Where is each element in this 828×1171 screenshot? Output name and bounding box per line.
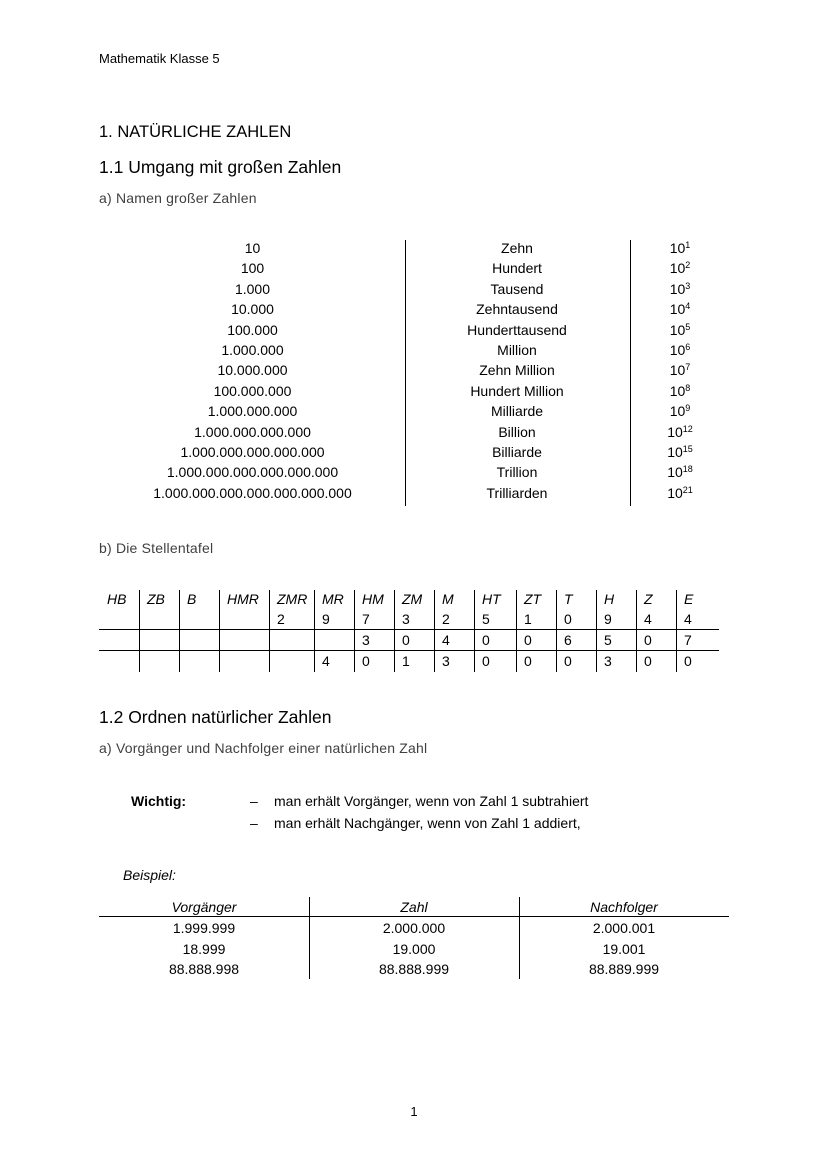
example-cell: 2.000.000 [382,920,446,936]
place-header: ZB [147,591,165,607]
number-name: Zehn Million [479,362,555,379]
power-exponent: 2 [685,260,691,271]
important-text: man erhält Vorgänger, wenn von Zahl 1 subtrahiert [274,793,589,809]
number-value: 1.000.000.000.000.000.000 [166,464,339,481]
number-name: Zehntausend [476,301,558,318]
power-base: 10 [667,444,683,460]
number-name-row [135,240,715,260]
place-digit: 3 [442,653,450,669]
number-name-row [135,383,715,403]
number-value: 100 [240,260,265,277]
power-base: 10 [669,362,686,379]
place-digit: 4 [684,611,692,627]
power-of-ten [635,485,725,501]
power-exponent: 15 [682,444,693,454]
number-value: 1.000.000.000.000.000 [180,444,325,460]
place-header: E [684,591,694,607]
number-name: Hundert [492,260,542,277]
example-table [99,897,729,979]
number-name-row [135,424,715,444]
place-digit: 1 [402,653,410,669]
place-header: ZT [524,591,542,607]
row-line [99,650,719,651]
place-digit: 3 [402,611,410,627]
power-of-ten [635,444,725,460]
place-header: HMR [227,591,259,607]
power-base: 10 [669,342,686,358]
number-names-table [135,240,715,506]
subsection-title: 1.1 Umgang mit großen Zahlen [99,157,342,177]
power-base: 10 [667,464,683,481]
number-value: 100.000.000 [213,382,292,399]
number-value: 1.000 [234,280,271,297]
place-value-table [99,590,719,672]
column-divider [676,590,677,672]
place-digit: 0 [524,632,532,648]
column-divider [516,590,517,672]
power-exponent: 1 [685,240,691,250]
power-of-ten [635,342,725,358]
important-item [250,815,581,831]
header-line [99,916,729,917]
number-value: 1.000.000.000.000 [194,423,311,440]
important-item [250,793,588,809]
number-name: Billiarde [492,444,542,460]
number-name-row [135,281,715,301]
power-of-ten [635,464,725,480]
column-divider [269,590,270,672]
power-base: 10 [667,484,683,501]
section-title: 1. NATÜRLICHE ZAHLEN [99,123,292,141]
place-digit: 0 [482,653,490,669]
power-base: 10 [669,240,686,256]
example-cell: 1.999.999 [172,920,236,936]
number-name-row [135,485,715,505]
place-digit: 4 [442,632,450,648]
power-of-ten [635,383,725,399]
place-digit: 0 [564,653,572,669]
page-number: 1 [410,1104,418,1119]
place-digit: 6 [564,632,572,648]
subsection-title-2: 1.2 Ordnen natürlicher Zahlen [99,707,332,727]
power-base: 10 [669,280,686,297]
dash-bullet: – [250,815,258,831]
power-base: 10 [669,260,686,277]
place-header: HT [482,591,501,607]
place-digit: 4 [322,653,330,669]
power-exponent: 4 [685,301,691,312]
example-cell: 88.888.998 [168,961,240,977]
power-exponent: 5 [685,321,691,332]
power-of-ten [635,322,725,338]
column-divider [314,590,315,672]
place-digit: 3 [604,653,612,669]
number-name: Trilliarden [486,484,548,501]
power-exponent: 12 [682,423,693,434]
place-digit: 0 [362,653,370,669]
place-digit: 0 [482,632,490,648]
place-digit: 2 [277,611,285,627]
sub-heading-b: b) Die Stellentafel [99,540,214,556]
power-of-ten [635,362,725,378]
sub-heading-a: a) Namen großer Zahlen [99,190,257,206]
place-header: M [442,591,454,607]
power-of-ten [635,301,725,317]
column-divider [556,590,557,672]
number-value: 1.000.000.000.000.000.000.000 [153,484,352,501]
number-name-row [135,444,715,464]
number-name-row [135,301,715,321]
number-name: Tausend [490,280,544,297]
example-cell: 19.000 [392,940,436,957]
place-header: T [564,591,573,607]
number-name: Hundert Million [470,382,564,399]
place-digit: 0 [402,632,410,648]
example-header: Vorgänger [171,899,237,915]
column-divider [394,590,395,672]
column-divider [219,590,220,672]
power-base: 10 [667,423,683,440]
place-header: HB [107,591,127,607]
place-digit: 4 [644,611,652,627]
power-of-ten [635,424,725,440]
power-of-ten [635,281,725,297]
number-value: 1.000.000.000 [207,403,298,420]
place-digit: 0 [684,653,692,669]
number-value: 10 [244,240,261,256]
number-value: 100.000 [227,321,278,338]
number-name-row [135,403,715,423]
place-digit: 9 [322,611,330,627]
place-digit: 5 [482,611,490,627]
power-of-ten [635,260,725,276]
number-value: 10.000.000 [217,362,288,379]
place-digit: 2 [442,611,450,627]
place-header: Z [644,591,653,607]
dash-bullet: – [250,793,258,809]
place-digit: 0 [644,632,652,648]
sub-heading-a2: a) Vorgänger und Nachfolger einer natürlichen Zahl [99,740,428,756]
example-cell: 19.001 [602,940,646,957]
column-divider [474,590,475,672]
place-digit: 5 [604,632,612,648]
place-header: B [187,591,197,607]
number-value: 1.000.000 [221,342,284,358]
power-of-ten [635,403,725,419]
power-base: 10 [669,321,686,338]
place-digit: 0 [644,653,652,669]
important-label: Wichtig: [131,793,187,809]
number-value: 10.000 [231,301,274,318]
place-digit: 9 [604,611,612,627]
example-header: Nachfolger [590,899,658,915]
column-divider [354,590,355,672]
power-exponent: 9 [685,403,691,414]
power-exponent: 21 [682,484,693,495]
place-digit: 3 [362,632,370,648]
number-name: Billion [498,423,536,440]
place-digit: 0 [564,611,572,627]
number-name-row [135,322,715,342]
power-base: 10 [669,301,686,318]
column-divider [139,590,140,672]
number-name: Zehn [501,240,533,256]
power-exponent: 18 [682,464,693,475]
place-digit: 1 [524,611,532,627]
column-divider [434,590,435,672]
place-digit: 0 [524,653,532,669]
important-text: man erhält Nachgänger, wenn von Zahl 1 addiert, [274,815,581,831]
number-name-row [135,464,715,484]
column-divider [636,590,637,672]
place-header: HM [362,591,384,607]
power-of-ten [635,240,725,256]
page-header: Mathematik Klasse 5 [99,51,220,66]
power-exponent: 8 [685,382,691,393]
number-name-row [135,260,715,280]
place-digit: 7 [684,632,692,648]
place-header: ZMR [277,591,308,607]
place-digit: 7 [362,611,370,627]
number-name-row [135,362,715,382]
number-name: Hunderttausend [467,321,567,338]
power-exponent: 3 [685,280,691,291]
place-header: MR [322,591,344,607]
example-label: Beispiel: [123,867,176,883]
column-divider [596,590,597,672]
row-line [99,629,719,630]
power-base: 10 [669,403,686,420]
column-divider [179,590,180,672]
number-name: Trillion [496,464,538,481]
example-cell: 18.999 [182,940,226,957]
power-exponent: 6 [685,342,691,352]
power-exponent: 7 [685,362,691,373]
place-header: ZM [402,591,423,607]
example-header: Zahl [400,899,428,915]
power-base: 10 [669,382,686,399]
number-name: Milliarde [490,403,544,420]
place-header: H [604,591,615,607]
example-cell: 2.000.001 [592,920,656,936]
number-name-row [135,342,715,362]
example-cell: 88.889.999 [588,961,660,977]
number-name: Million [497,342,537,358]
example-cell: 88.888.999 [378,961,450,977]
